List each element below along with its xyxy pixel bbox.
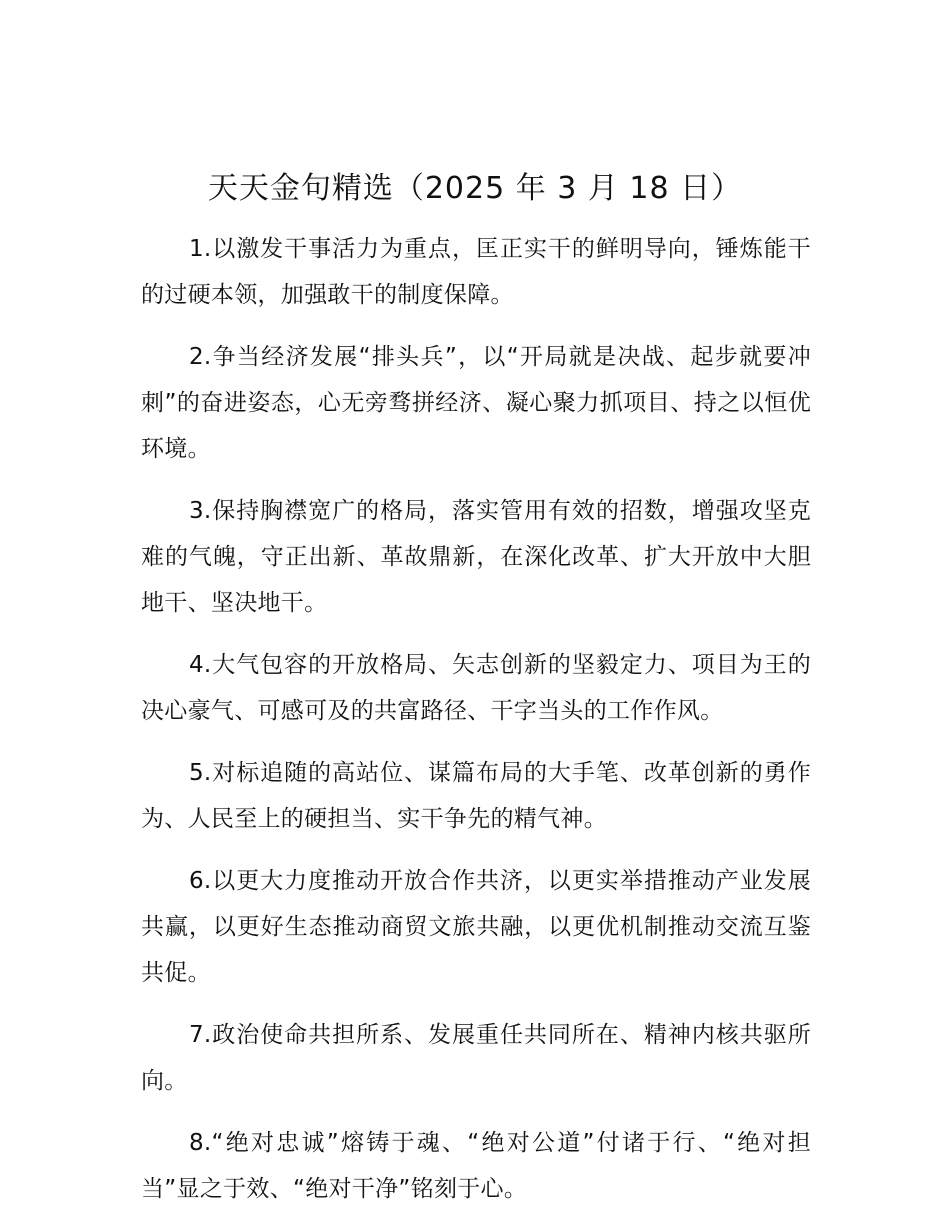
- paragraph-7: 7.政治使命共担所系、发展重任共同所在、精神内核共驱所向。: [141, 1022, 811, 1094]
- paragraph-2: 2.争当经济发展“排头兵”，以“开局就是决战、起步就要冲刺”的奋进姿态，心无旁骛拼经济、凝心聚力抓项目、持之以恒优环境。: [141, 344, 811, 462]
- document-title: 天天金句精选（2025 年 3 月 18 日）: [207, 171, 743, 206]
- paragraph-5: 5.对标追随的高站位、谋篇布局的大手笔、改革创新的勇作为、人民至上的硬担当、实干争先的精气神。: [141, 760, 811, 832]
- paragraph-1: 1.以激发干事活力为重点，匡正实干的鲜明导向，锤炼能干的过硬本领，加强敢干的制度保障。: [141, 236, 811, 308]
- paragraph-4: 4.大气包容的开放格局、矢志创新的坚毅定力、项目为王的决心豪气、可感可及的共富路径、干字当头的工作作风。: [141, 652, 811, 724]
- paragraph-8: 8.“绝对忠诚”熔铸于魂、“绝对公道”付诸于行、“绝对担当”显之于效、“绝对干净”铭刻于心。: [141, 1130, 811, 1202]
- paragraph-3: 3.保持胸襟宽广的格局，落实管用有效的招数，增强攻坚克难的气魄，守正出新、革故鼎新，在深化改革、扩大开放中大胆地干、坚决地干。: [141, 498, 811, 616]
- document-body: [141, 226, 811, 1228]
- paragraph-6: 6.以更大力度推动开放合作共济，以更实举措推动产业发展共赢，以更好生态推动商贸文旅共融，以更优机制推动交流互鉴共促。: [141, 868, 811, 986]
